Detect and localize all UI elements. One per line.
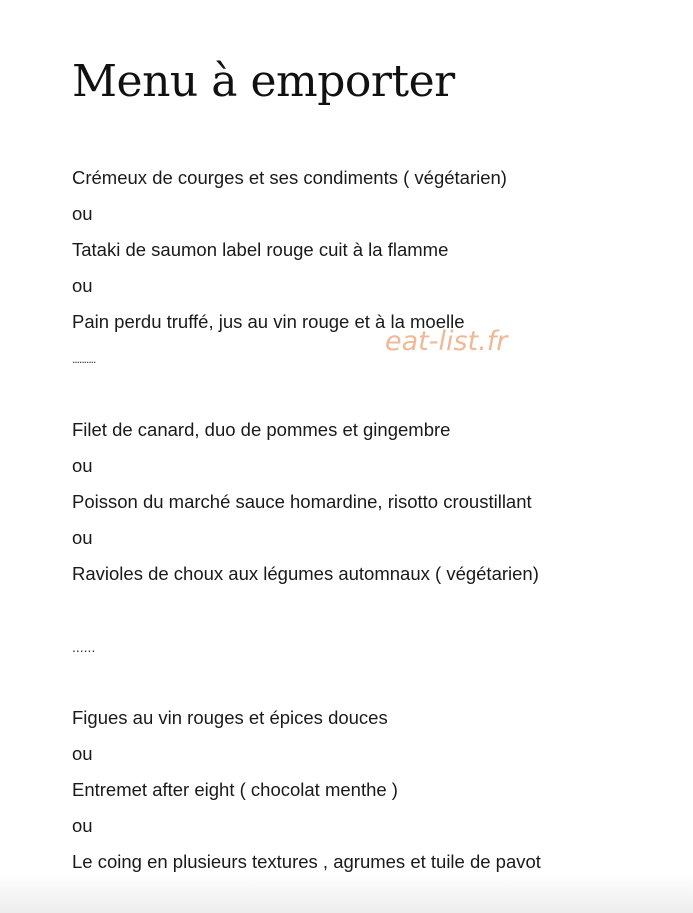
page-title: Menu à emporter: [72, 56, 455, 107]
page-bottom-shadow: [0, 873, 693, 913]
plat-item-2: Poisson du marché sauce homardine, risotto croustillant: [72, 491, 532, 512]
entree-or-1: ou: [72, 203, 93, 224]
section-separator-plats: ......: [72, 639, 96, 655]
dessert-item-1: Figues au vin rouges et épices douces: [72, 707, 388, 728]
entree-item-2: Tataki de saumon label rouge cuit à la flamme: [72, 239, 449, 260]
entree-or-2: ou: [72, 275, 93, 296]
plat-item-3: Ravioles de choux aux légumes automnaux ( végétarien): [72, 563, 539, 584]
watermark: eat-list.fr: [385, 326, 508, 357]
dessert-item-2: Entremet after eight ( chocolat menthe ): [72, 779, 398, 800]
entree-item-3: Pain perdu truffé, jus au vin rouge et à la moelle: [72, 311, 465, 332]
dessert-or-1: ou: [72, 743, 93, 764]
dessert-item-3: Le coing en plusieurs textures , agrumes et tuile de pavot: [72, 851, 541, 872]
entree-item-1: Crémeux de courges et ses condiments ( végétarien): [72, 167, 507, 188]
plat-or-1: ou: [72, 455, 93, 476]
plat-or-2: ou: [72, 527, 93, 548]
plat-item-1: Filet de canard, duo de pommes et gingembre: [72, 419, 451, 440]
section-separator-entrees: ..........: [72, 352, 96, 366]
dessert-or-2: ou: [72, 815, 93, 836]
